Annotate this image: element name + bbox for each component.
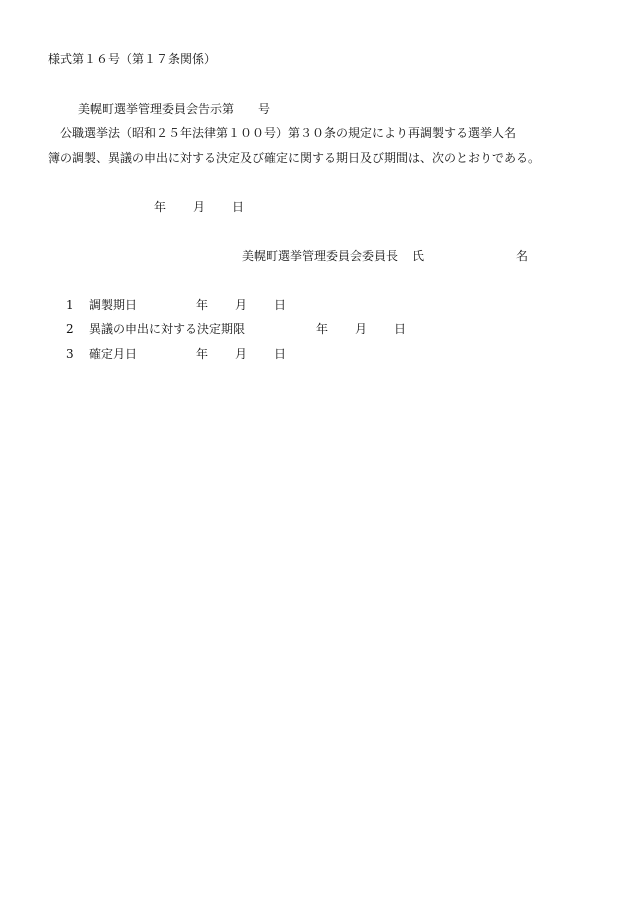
signature-line: [242, 248, 528, 264]
item-label: 調製期日: [89, 298, 138, 312]
notice-body-line-2: 簿の調製、異議の申出に対する決定及び確定に関する期日及び期間は、次のとおりである。: [48, 151, 541, 165]
notice-number-suffix: 号: [258, 102, 271, 116]
item-number: 1: [66, 298, 74, 312]
notice-date: [154, 199, 244, 215]
item-month-label: 月: [235, 347, 248, 361]
item-month-label: 月: [355, 322, 368, 336]
notice-title-text: 美幌町選挙管理委員会告示第: [78, 102, 235, 116]
list-item: [66, 321, 406, 337]
item-month-label: 月: [235, 298, 248, 312]
date-year-label: 年: [154, 200, 167, 214]
date-day-label: 日: [232, 200, 245, 214]
date-month-label: 月: [193, 200, 206, 214]
item-day-label: 日: [274, 347, 287, 361]
item-year-label: 年: [196, 298, 209, 312]
item-year-label: 年: [196, 347, 209, 361]
item-day-label: 日: [394, 322, 407, 336]
item-label: 異議の申出に対する決定期限: [89, 322, 246, 336]
list-item: [66, 346, 286, 362]
item-year-label: 年: [316, 322, 329, 336]
item-label: 確定月日: [89, 347, 138, 361]
signature-name-label-1: 氏: [412, 249, 425, 263]
item-number: 2: [66, 322, 74, 336]
list-item: [66, 297, 286, 313]
item-day-label: 日: [274, 298, 287, 312]
signature-name-label-2: 名: [516, 249, 529, 263]
form-number: 様式第１６号（第１７条関係）: [48, 52, 217, 66]
signature-title: 美幌町選挙管理委員会委員長: [242, 249, 399, 263]
notice-body-line-1: 公職選挙法（昭和２５年法律第１００号）第３０条の規定により再調製する選挙人名: [60, 126, 517, 140]
item-number: 3: [66, 347, 74, 361]
notice-title: [78, 101, 270, 117]
